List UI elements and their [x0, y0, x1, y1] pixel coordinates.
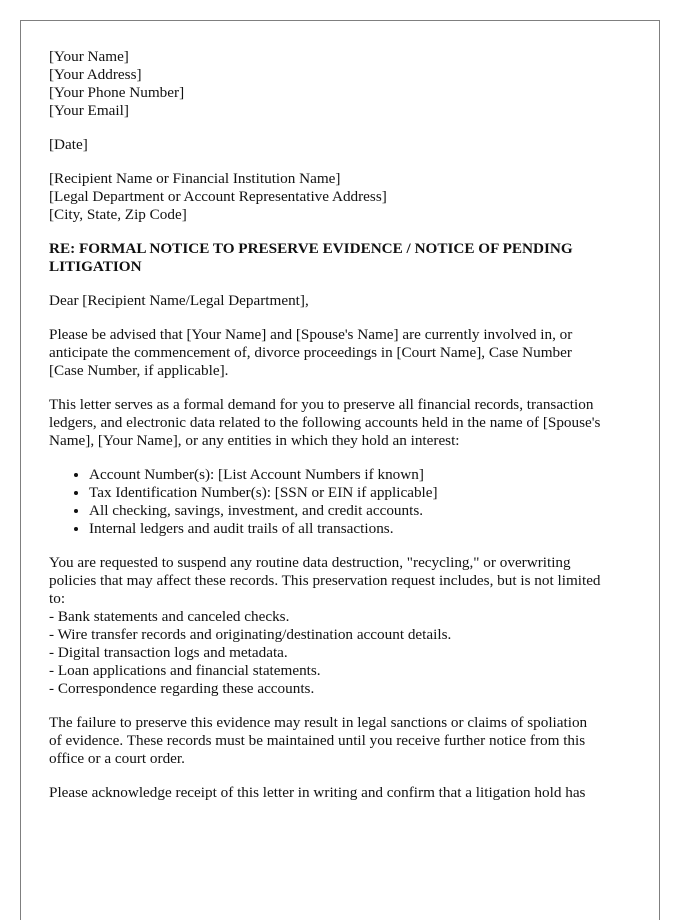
paragraph-sanctions: [49, 714, 649, 768]
list-item: • Tax Identification Number(s): [SSN or EIN if applicable]: [89, 484, 649, 502]
recipient-address: [Legal Department or Account Representative Address]: [49, 188, 387, 205]
dash-list-item: - Wire transfer records and originating/destination account details.: [49, 626, 452, 643]
paragraph-demand: [49, 396, 649, 450]
recipient-block: [49, 170, 649, 224]
paragraph-line: Please acknowledge receipt of this letter in writing and confirm that a litigation hold has: [49, 784, 586, 801]
dash-list-item: - Loan applications and financial statements.: [49, 662, 321, 679]
paragraph-line: The failure to preserve this evidence may result in legal sanctions or claims of spoliation: [49, 714, 588, 731]
paragraph-line: This letter serves as a formal demand for you to preserve all financial records, transaction: [49, 396, 594, 413]
recipient-name: [Recipient Name or Financial Institution Name]: [49, 170, 341, 187]
salutation: [49, 292, 649, 310]
sender-address: [Your Address]: [49, 66, 142, 83]
subject-line: LITIGATION: [49, 258, 142, 275]
sender-phone: [Your Phone Number]: [49, 84, 185, 101]
dash-list-item: - Correspondence regarding these accounts.: [49, 680, 315, 697]
paragraph-line: You are requested to suspend any routine data destruction, "recycling," or overwriting: [49, 554, 571, 571]
dash-list-item: - Bank statements and canceled checks.: [49, 608, 290, 625]
paragraph-preservation-request: [49, 554, 649, 698]
sender-name: [Your Name]: [49, 48, 129, 65]
subject-heading: [49, 240, 649, 276]
paragraph-line: Please be advised that [Your Name] and [Spouse's Name] are currently involved in, or: [49, 326, 573, 343]
paragraph-line: policies that may affect these records. This preservation request includes, but is not limited: [49, 572, 601, 589]
salutation-text: Dear [Recipient Name/Legal Department],: [49, 292, 309, 309]
sender-email: [Your Email]: [49, 102, 129, 119]
paragraph-line: of evidence. These records must be maintained until you receive further notice from this: [49, 732, 586, 749]
letter-content: [49, 48, 649, 806]
list-item: • Internal ledgers and audit trails of all transactions.: [89, 520, 649, 538]
paragraph-line: to:: [49, 590, 66, 607]
accounts-list: [49, 466, 649, 538]
paragraph-line: office or a court order.: [49, 750, 185, 767]
list-item: • Account Number(s): [List Account Numbers if known]: [89, 466, 649, 484]
paragraph-advisement: [49, 326, 649, 380]
dash-list-item: - Digital transaction logs and metadata.: [49, 644, 288, 661]
letter-date: [Date]: [49, 136, 88, 153]
list-item: • All checking, savings, investment, and credit accounts.: [89, 502, 649, 520]
paragraph-line: ledgers, and electronic data related to the following accounts held in the name of [Spouse's: [49, 414, 601, 431]
subject-line: RE: FORMAL NOTICE TO PRESERVE EVIDENCE / NOTICE OF PENDING: [49, 240, 573, 257]
paragraph-line: Name], [Your Name], or any entities in which they hold an interest:: [49, 432, 460, 449]
sender-block: [49, 48, 649, 120]
paragraph-line: anticipate the commencement of, divorce proceedings in [Court Name], Case Number: [49, 344, 572, 361]
date-block: [49, 136, 649, 154]
recipient-city-state-zip: [City, State, Zip Code]: [49, 206, 187, 223]
paragraph-line: [Case Number, if applicable].: [49, 362, 229, 379]
paragraph-acknowledge: [49, 784, 649, 802]
